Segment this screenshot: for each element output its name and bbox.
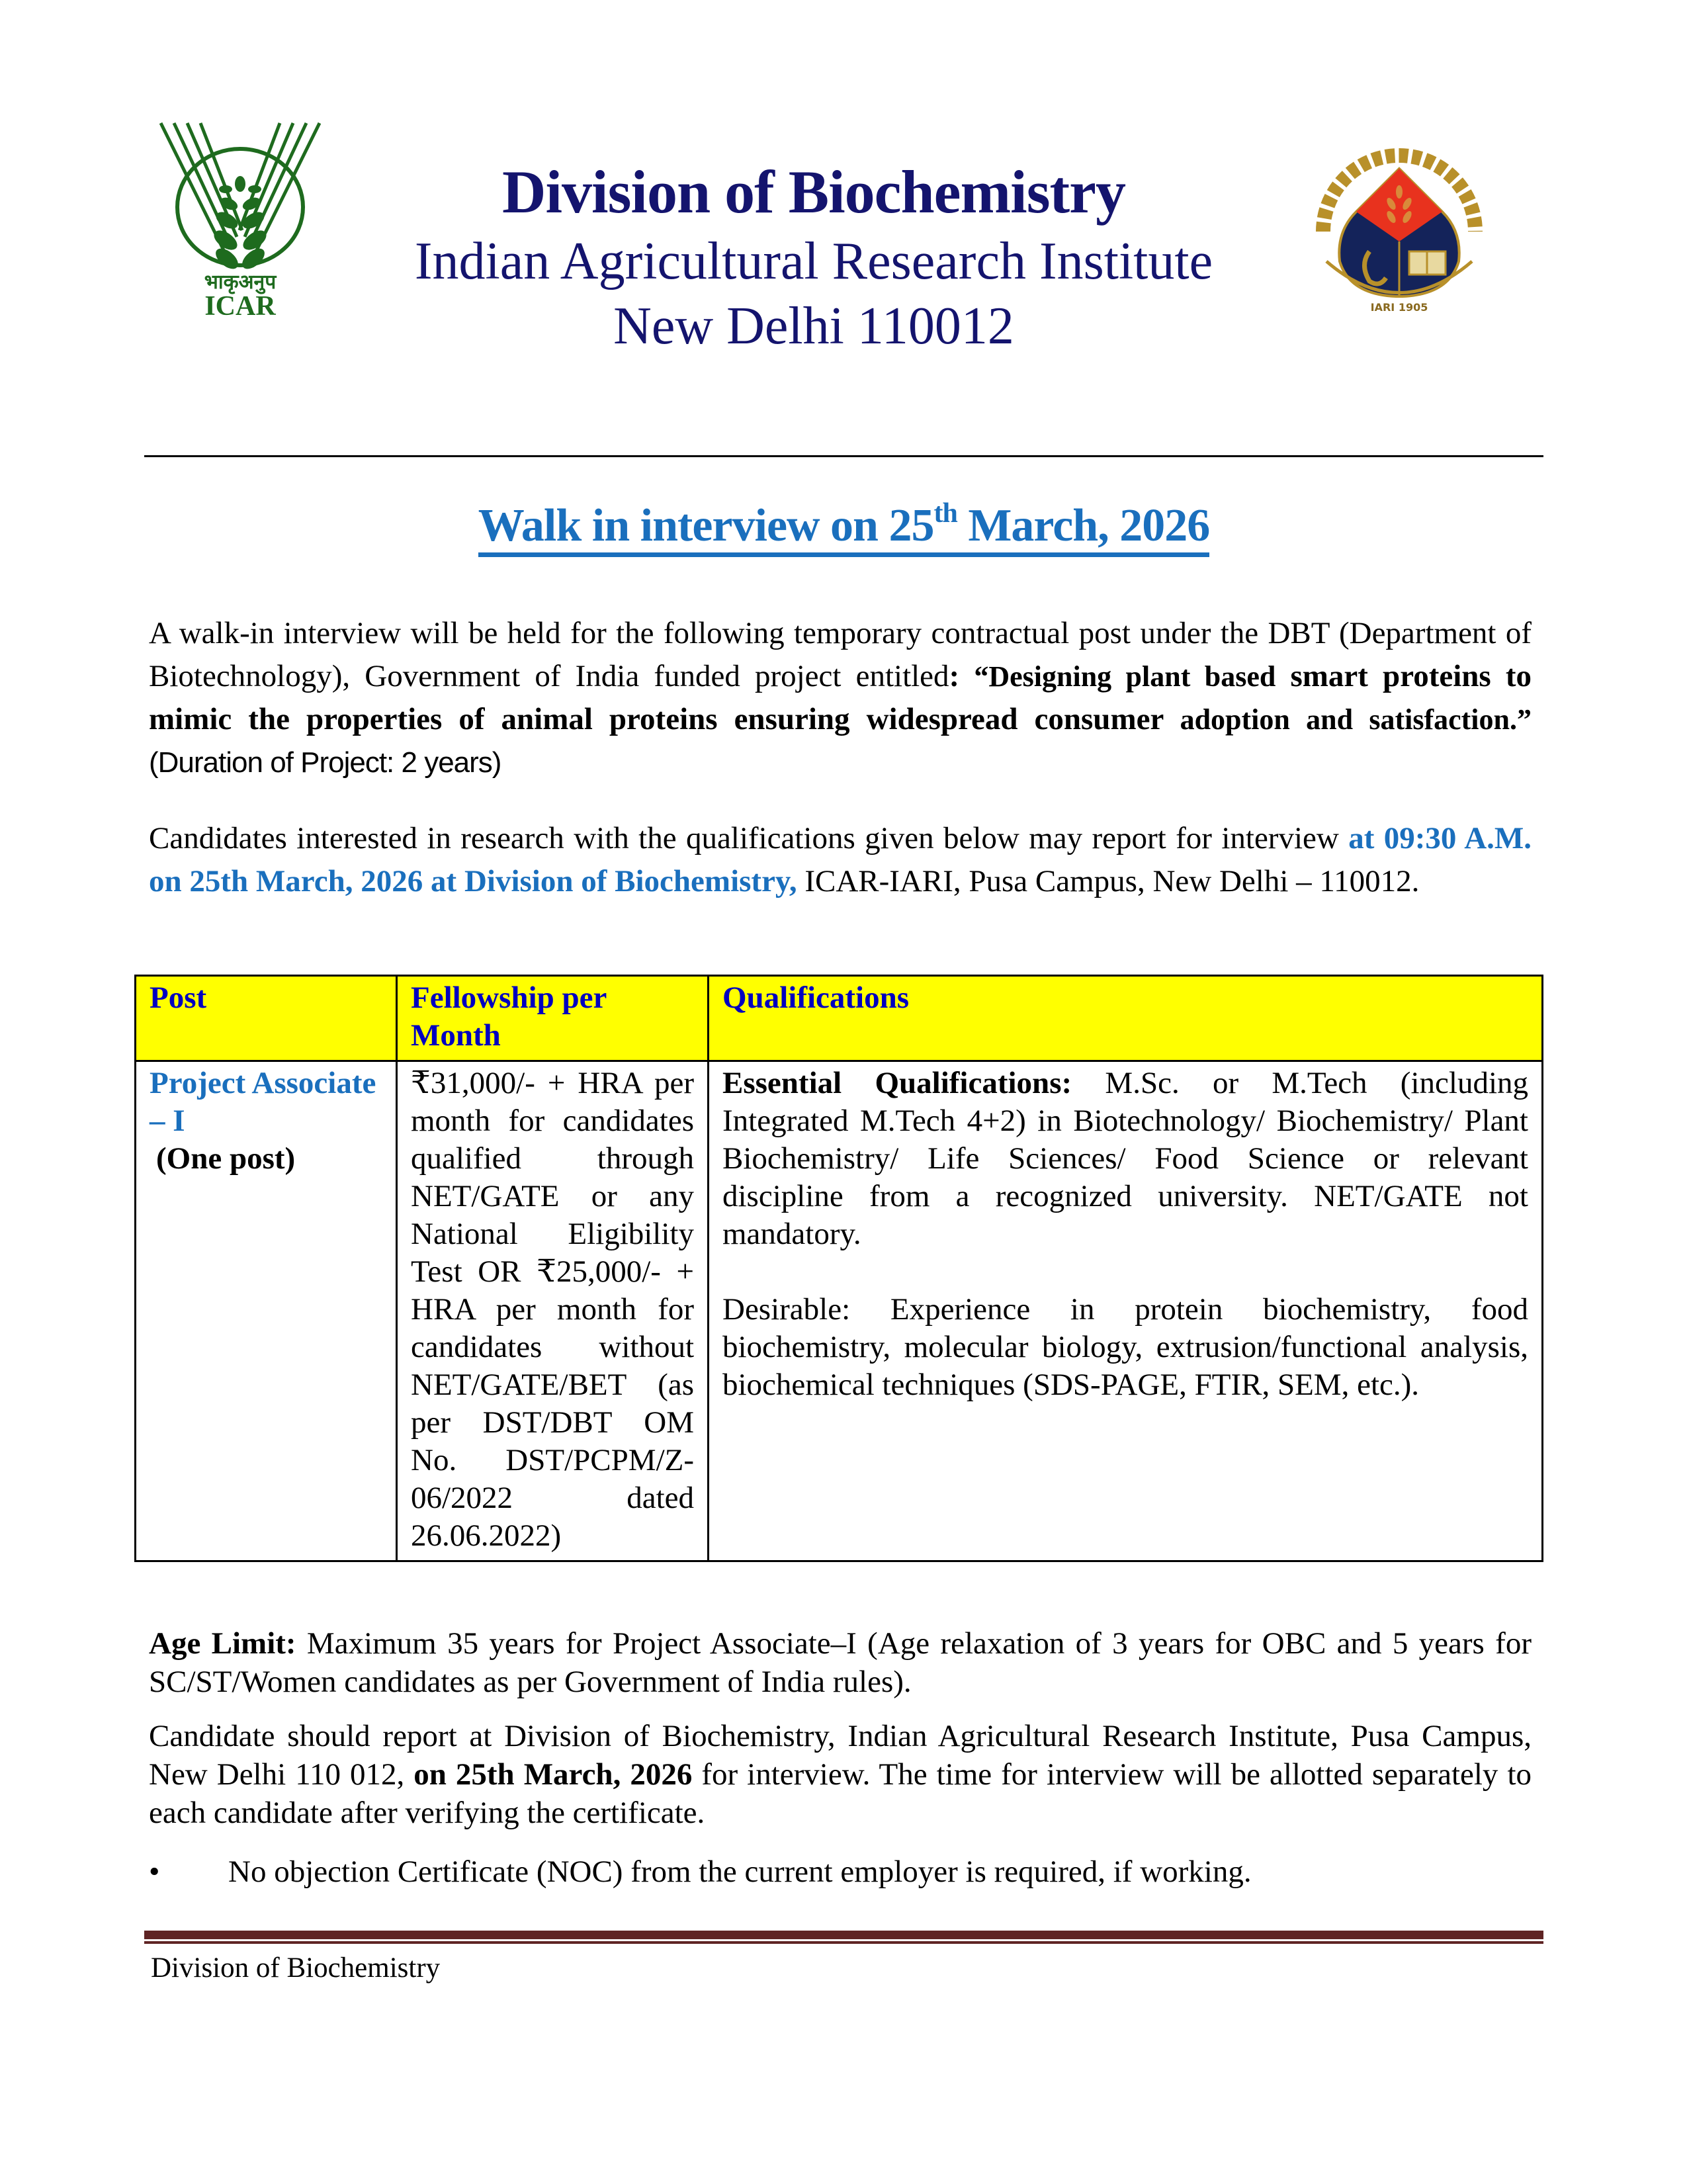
bullet-icon: •	[149, 1855, 160, 1889]
post-count: (One post)	[156, 1141, 296, 1176]
cell-qualifications	[709, 1061, 1543, 1561]
svg-text:ICAR: ICAR	[204, 291, 276, 322]
age-limit-paragraph: Age Limit: Maximum 35 years for Project Associate–I (Age relaxation of 3 years for OBC and 5 years for SC/ST/Women candidates as per Government of India rules).	[149, 1626, 1532, 1699]
reporting-paragraph: Candidates interested in research with the qualifications given below may report for interview at 09:30 A.M. on 25th March, 2026 at Division of Biochemistry, ICAR-IARI, Pusa Campus, New Delhi – 110012.	[149, 821, 1532, 898]
essential-label: Essential Qualifications:	[722, 1066, 1072, 1100]
footer-divider-thin	[144, 1941, 1543, 1944]
table-row	[136, 1061, 1543, 1561]
footer-text: Division of Biochemistry	[151, 1952, 441, 1984]
header-qualifications: Qualifications	[709, 976, 1543, 1061]
list-item	[149, 1853, 1532, 1891]
header-fellowship: Fellowship per Month	[397, 976, 709, 1061]
fellowship-non-net: ₹25,000/- + HRA per month for candidates without NET/GATE/BET (as per DST/DBT OM No. DST/PCPM/Z-06/2022 dated 26.06.2022)	[411, 1254, 694, 1553]
post-name: Project Associate – I	[150, 1066, 376, 1138]
division-title: Division of Biochemistry	[502, 158, 1125, 226]
svg-text:IARI 1905: IARI 1905	[1370, 301, 1428, 314]
desirable-text: Desirable: Experience in protein biochemistry, food biochemistry, molecular biology, extrusion/functional analysis, biochemical techniques (SDS-PAGE, FTIR, SEM, etc.).	[722, 1292, 1528, 1402]
svg-text:भाकृअनुप: भाकृअनुप	[204, 271, 277, 294]
iari-emblem-icon	[1297, 132, 1502, 331]
page-headline: Walk in interview on 25th March, 2026	[144, 500, 1543, 552]
institute-address: New Delhi 110012	[613, 297, 1014, 355]
cell-fellowship	[397, 1061, 709, 1561]
footer-divider-thick	[144, 1931, 1543, 1939]
essential-text: M.Sc. or M.Tech (including Integrated M.Tech 4+2) in Biotechnology/ Biochemistry/ Plant Biochemistry/ Life Sciences/ Food Science or relevant discipline from a recognized university. NET/GATE not mandatory.	[722, 1066, 1528, 1251]
institute-name: Indian Agricultural Research Institute	[414, 232, 1213, 290]
cell-post	[136, 1061, 397, 1561]
bullet-text: No objection Certificate (NOC) from the current employer is required, if working.	[228, 1855, 1252, 1889]
icar-logo-icon	[151, 118, 329, 323]
table-header-row	[136, 976, 1543, 1061]
fellowship-net: ₹31,000/- + HRA per month for candidates qualified through NET/GATE or any National Eligibility Test OR	[411, 1066, 694, 1289]
header-post: Post	[136, 976, 397, 1061]
report-note-paragraph: Candidate should report at Division of Biochemistry, Indian Agricultural Research Institute, Pusa Campus, New Delhi 110 012, on 25th March, 2026 for interview. The time for interview will be allotted separately to each candidate after verifying the certificate.	[149, 1719, 1532, 1830]
intro-paragraph: A walk-in interview will be held for the following temporary contractual post under the DBT (Department of Biotechnology), Government of India funded project entitled: “Designing plant based smart proteins to mimic the properties of animal proteins ensuring widespread consumer adoption and satisfaction.” (Duration of Project: 2 years)	[149, 616, 1532, 779]
header-divider	[144, 455, 1543, 457]
posts-table	[134, 975, 1543, 1562]
